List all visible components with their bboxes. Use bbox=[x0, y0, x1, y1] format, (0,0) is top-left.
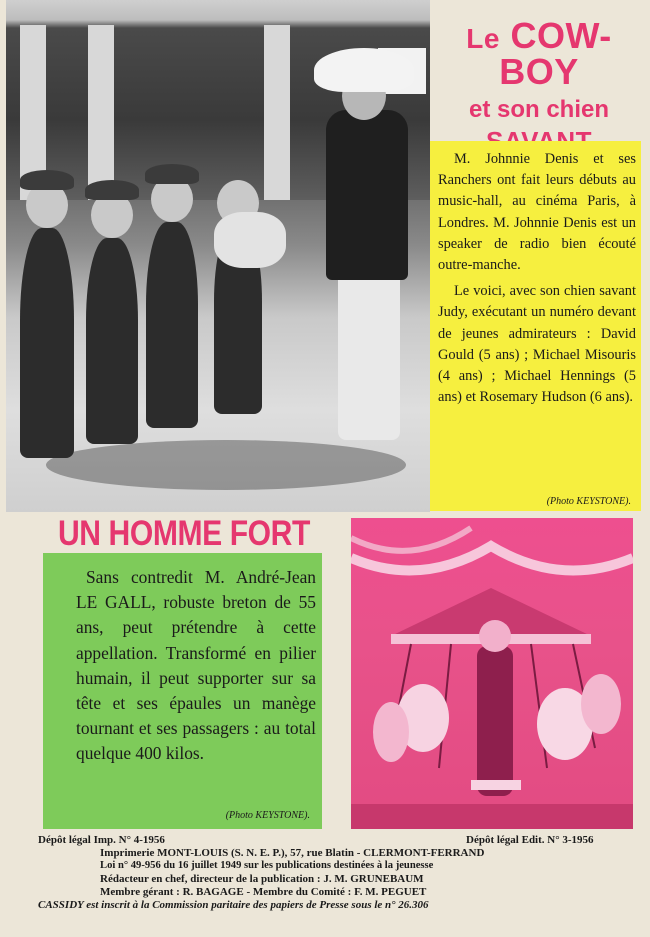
cowboy-figure bbox=[326, 110, 408, 280]
cowboy-hat bbox=[314, 48, 414, 92]
dog-figure bbox=[214, 212, 286, 268]
strongman-caption-box bbox=[43, 553, 322, 829]
cowboy-title bbox=[434, 15, 644, 154]
cowboy-caption-box bbox=[430, 141, 641, 511]
child-figure bbox=[20, 228, 74, 458]
cowboy-photo bbox=[6, 0, 430, 512]
cowboy-paragraph-2: Le voici, avec son chien savant Judy, exécutant un numéro devant de jeunes admirateurs : David Gould (5 ans) ; Michael Misouris (4 ans) ; Michael Hennings (5 ans) et Rosemary Hudson (6 ans). bbox=[438, 283, 636, 406]
imprimerie-line: Imprimerie MONT-LOUIS (S. N. E. P.), 57, rue Blatin - CLERMONT-FERRAND bbox=[100, 847, 485, 859]
child-figure bbox=[146, 222, 198, 428]
title-line2: et son chien bbox=[468, 96, 610, 123]
title-le: Le bbox=[466, 23, 500, 54]
depot-legal-edit: Dépôt légal Edit. N° 3-1956 bbox=[466, 834, 594, 846]
child-figure bbox=[86, 238, 138, 444]
depot-legal-imp: Dépôt légal Imp. N° 4-1956 bbox=[38, 834, 165, 846]
strongman-photo bbox=[351, 518, 633, 829]
cowboy-photo-credit: (Photo KEYSTONE). bbox=[546, 496, 631, 507]
strongman-title: UN HOMME FORT bbox=[58, 514, 310, 553]
cassidy-line: CASSIDY est inscrit à la Commission paritaire des papiers de Presse sous le n° 26.306 bbox=[38, 899, 429, 911]
carousel-illustration bbox=[351, 518, 633, 829]
title-cowboy: COW-BOY bbox=[499, 15, 612, 92]
strongman-photo-credit: (Photo KEYSTONE). bbox=[225, 810, 310, 821]
membre-line: Membre gérant : R. BAGAGE - Membre du Comité : F. M. PEGUET bbox=[100, 886, 427, 898]
loi-line: Loi n° 49-956 du 16 juillet 1949 sur les publications destinées à la jeunesse bbox=[100, 860, 434, 871]
strongman-paragraph: Sans contredit M. André-Jean LE GALL, robuste breton de 55 ans, peut prétendre à cette appellation. Transformé en pilier humain, il peut supporter sur sa tête et ses épaules un manège tournant et ses passagers : au total quelque 400 kilos. bbox=[76, 567, 316, 764]
cowboy-paragraph-1: M. Johnnie Denis et ses Ranchers ont fait leurs débuts au music-hall, au cinéma Paris, à Londres. M. Johnnie Denis est un speaker de radio bien écouté outre-manche. bbox=[438, 151, 636, 274]
redacteur-line: Rédacteur en chef, directeur de la publication : J. M. GRUNEBAUM bbox=[100, 873, 424, 885]
